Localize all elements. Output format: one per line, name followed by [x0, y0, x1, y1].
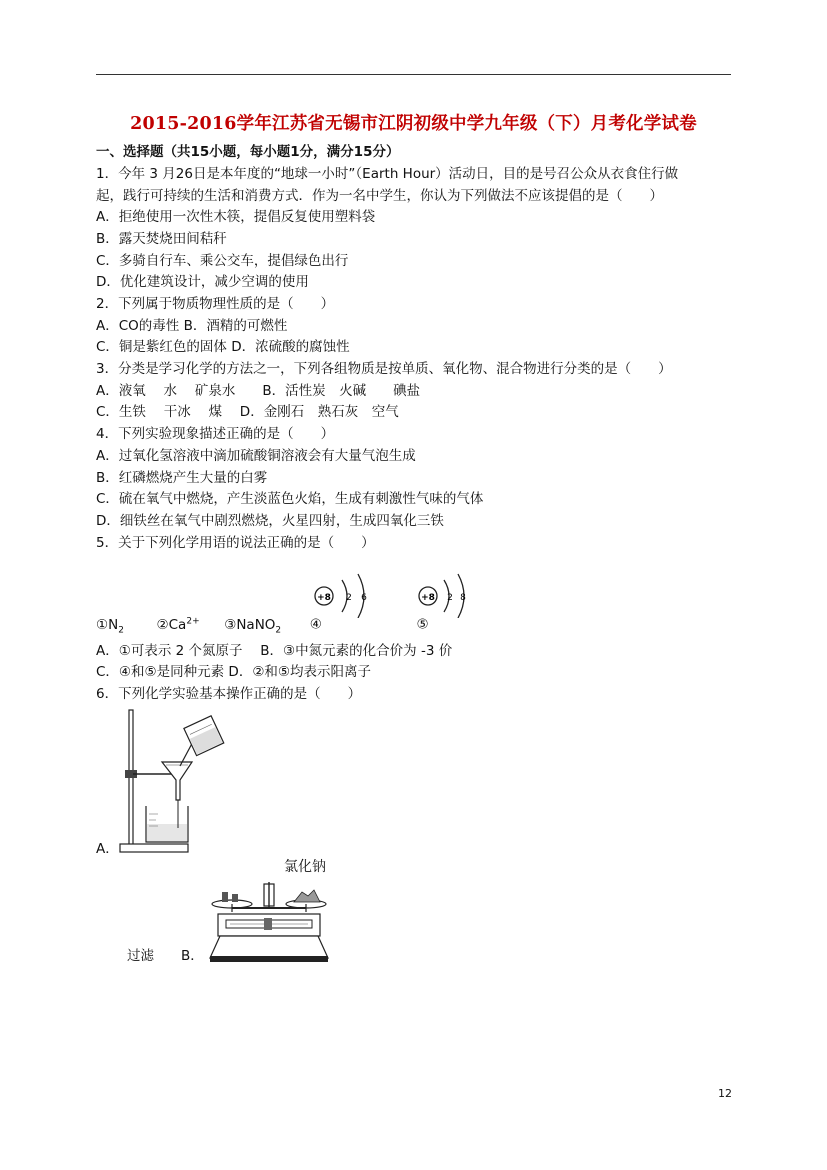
atom4-nucleus: +8 — [317, 593, 331, 603]
q5-options-cd: C．④和⑤是同种元素 D．②和⑤均表示阳离子 — [96, 664, 372, 680]
atom5-shell-1: 2 — [447, 593, 453, 603]
q4-option-d: D．细铁丝在氧气中剧烈燃烧，火星四射，生成四氧化三铁 — [96, 513, 444, 529]
q4-stem: 4．下列实验现象描述正确的是（ ） — [96, 426, 335, 442]
q2-options-cd: C．铜是紫红色的固体 D．浓硫酸的腐蚀性 — [96, 339, 350, 355]
sodium-chloride-label: 氯化钠 — [284, 859, 326, 875]
q1-option-c: C．多骑自行车、乘公交车，提倡绿色出行 — [96, 253, 349, 269]
section-heading: 一、选择题（共15小题，每小题1分，满分15分） — [96, 144, 400, 160]
q6-filter-caption: 过滤 B． — [127, 948, 204, 964]
q2-options-ab: A．CO的毒性 B．酒精的可燃性 — [96, 318, 288, 334]
atom-diagram-4 — [312, 568, 374, 618]
q6-option-a-label: A． — [96, 841, 119, 857]
q5-item1: $①N_2$ — [96, 616, 124, 636]
atom5-shell-2: 8 — [460, 593, 466, 603]
q5-item4: ④ — [309, 616, 322, 633]
q1-option-d: D．优化建筑设计，减少空调的使用 — [96, 274, 309, 290]
q1-option-a: A．拒绝使用一次性木筷，提倡反复使用塑料袋 — [96, 209, 376, 225]
balance-scale-image — [208, 878, 330, 964]
atom4-shell-2: 6 — [361, 593, 367, 603]
page-title: 2015-2016学年江苏省无锡市江阴初级中学九年级（下）月考化学试卷 — [130, 114, 697, 134]
q2-stem: 2．下列属于物质物理性质的是（ ） — [96, 296, 335, 312]
q3-options-ab: A．液氧 水 矿泉水 B．活性炭 火碱 碘盐 — [96, 383, 421, 399]
q1-stem-line2: 起，践行可持续的生活和消费方式．作为一名中学生，你认为下列做法不应该提倡的是（ ） — [96, 188, 663, 204]
header-rule — [96, 74, 731, 75]
q3-options-cd: C．生铁 干冰 煤 D．金刚石 熟石灰 空气 — [96, 404, 399, 420]
atom5-nucleus: +8 — [421, 593, 435, 603]
atom-diagram-5 — [416, 568, 478, 618]
q5-item3: ③NaNO$_2$ — [224, 616, 282, 636]
q1-option-b: B．露天焚烧田间秸秆 — [96, 231, 227, 247]
q5-item2: $②Ca^{2+}$ — [156, 616, 200, 633]
filtration-apparatus-image — [118, 708, 228, 856]
q5-item5: ⑤ — [416, 616, 429, 633]
q4-option-b: B．红磷燃烧产生大量的白雾 — [96, 470, 268, 486]
q6-stem: 6．下列化学实验基本操作正确的是（ ） — [96, 686, 362, 702]
atom4-shell-1: 2 — [346, 593, 352, 603]
page-number: 12 — [718, 1087, 732, 1100]
q5-items — [96, 612, 429, 639]
q1-stem-line1: 1．今年 3 月26日是本年度的“地球一小时”（Earth Hour）活动日，目的是号召公众从衣食住行做 — [96, 166, 679, 182]
q5-stem: 5．关于下列化学用语的说法正确的是（ ） — [96, 535, 375, 551]
q3-stem: 3．分类是学习化学的方法之一，下列各组物质是按单质、氧化物、混合物进行分类的是（ ） — [96, 361, 672, 377]
q4-option-c: C．硫在氧气中燃烧，产生淡蓝色火焰，生成有刺激性气味的气体 — [96, 491, 484, 507]
q5-options-ab: A．①可表示 2 个氮原子 B．③中氮元素的化合价为 -3 价 — [96, 643, 453, 659]
q4-option-a: A．过氧化氢溶液中滴加硫酸铜溶液会有大量气泡生成 — [96, 448, 416, 464]
